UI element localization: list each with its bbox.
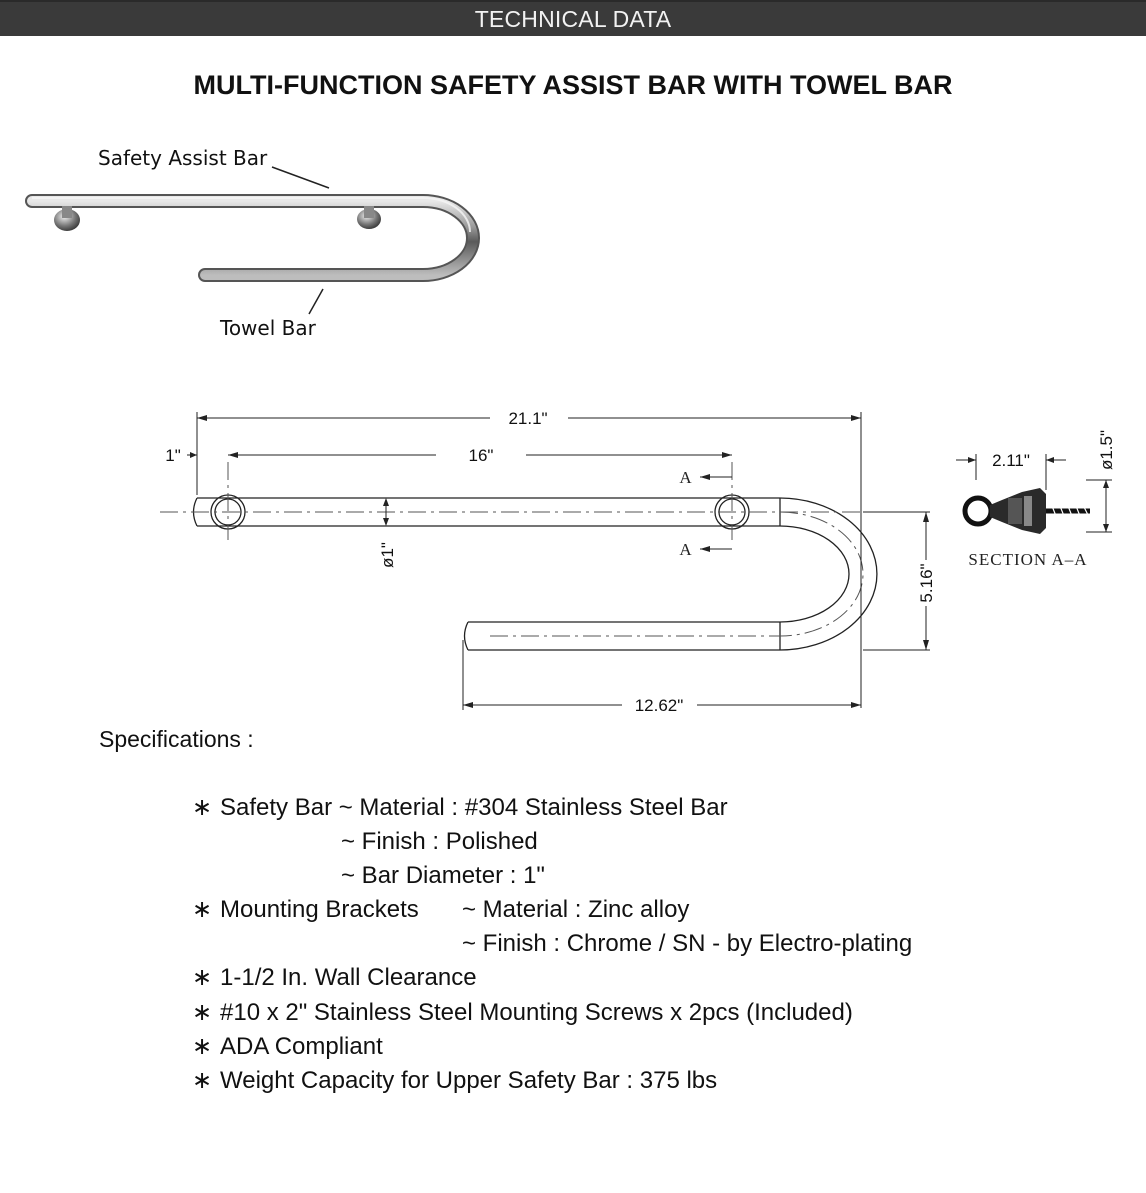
dim-end-offset: 1" — [165, 446, 181, 465]
dim-height: 5.16" — [917, 563, 936, 603]
spec-safety-bar-diameter: ~ Bar Diameter : 1" — [341, 862, 545, 889]
spec-ada-compliant: ADA Compliant — [220, 1033, 383, 1060]
spec-weight-capacity: Weight Capacity for Upper Safety Bar : 375 lbs — [220, 1067, 718, 1094]
dimension-lines — [187, 412, 930, 710]
spec-bullet: ∗ — [192, 1033, 213, 1060]
spec-bracket-finish: ~ Finish : Chrome / SN - by Electro-plating — [462, 930, 913, 957]
page-title: MULTI-FUNCTION SAFETY ASSIST BAR WITH TOWEL BAR — [193, 70, 953, 100]
section-mark-bottom: A — [679, 540, 693, 559]
safety-assist-bar-label: Safety Assist Bar — [98, 146, 268, 170]
section-mark-top: A — [679, 468, 693, 487]
header-title: TECHNICAL DATA — [474, 5, 672, 32]
dim-bracket-spacing: 16" — [468, 446, 494, 465]
spec-bullet: ∗ — [192, 794, 213, 821]
product-photo — [32, 167, 473, 314]
towel-bar-end — [465, 622, 469, 650]
safety-bar-leader — [272, 167, 329, 188]
section-diameter-dim: ø1.5" — [1097, 429, 1116, 471]
bend-outer — [780, 498, 877, 650]
section-view — [956, 454, 1112, 534]
spec-bullet: ∗ — [192, 964, 213, 991]
spec-wall-clearance: 1-1/2 In. Wall Clearance — [220, 964, 477, 991]
spec-mounting-brackets: Mounting Brackets — [220, 896, 419, 923]
dim-overall-length: 21.1" — [508, 409, 548, 428]
specifications-heading: Specifications : — [99, 726, 254, 752]
spec-bracket-material: ~ Material : Zinc alloy — [462, 896, 690, 923]
spec-bullet: ∗ — [192, 896, 213, 923]
spec-bullet: ∗ — [192, 999, 213, 1026]
towel-bar-leader — [309, 289, 323, 314]
dim-bar-diameter: ø1" — [378, 542, 397, 568]
spec-safety-bar-finish: ~ Finish : Polished — [341, 828, 538, 855]
center-lines — [160, 462, 925, 636]
photo-bar-shadow — [32, 201, 473, 275]
section-label: SECTION A–A — [968, 550, 1088, 569]
bend-inner — [780, 526, 849, 622]
photo-bar — [32, 201, 473, 275]
spec-bullet: ∗ — [192, 1067, 213, 1094]
main-view — [194, 495, 877, 650]
spec-mounting-screws: #10 x 2" Stainless Steel Mounting Screws x 2pcs (Included) — [220, 999, 853, 1026]
spec-safety-bar-material: Safety Bar ~ Material : #304 Stainless Steel Bar — [220, 794, 728, 821]
dim-towel-length: 12.62" — [634, 696, 684, 715]
section-depth-dim: 2.11" — [992, 451, 1030, 470]
towel-bar-label: Towel Bar — [220, 316, 316, 340]
